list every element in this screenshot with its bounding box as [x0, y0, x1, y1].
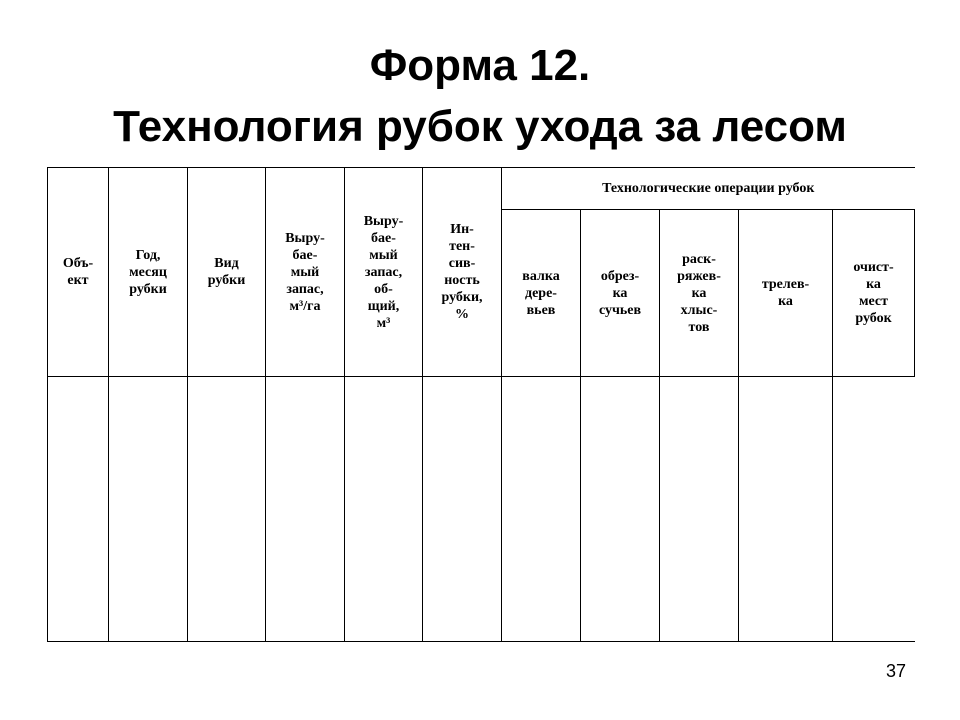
table-cell — [48, 377, 109, 642]
col-harvested-stock-per-ha-header: Выру- бае- мый запас, м³/га — [266, 168, 345, 377]
col-delimbing-header: обрез- ка сучьев — [581, 210, 660, 377]
table-cell — [345, 377, 423, 642]
col-site-cleaning-header: очист- ка мест рубок — [833, 210, 915, 377]
table-cell — [266, 377, 345, 642]
col-harvested-stock-total-header: Выру- бае- мый запас, об- щий, м³ — [345, 168, 423, 377]
operations-group-header: Технологические операции рубок — [502, 168, 915, 210]
col-intensity-header: Ин- тен- сив- ность рубки, % — [423, 168, 502, 377]
form-table — [47, 167, 915, 642]
page-title: Форма 12. — [369, 41, 591, 90]
col-bucking-header: раск- ряжев- ка хлыс- тов — [660, 210, 739, 377]
table-cell — [581, 377, 660, 642]
page-subtitle: Технология рубок ухода за лесом — [113, 102, 847, 151]
table-cell — [188, 377, 266, 642]
col-object-header: Объ- ект — [48, 168, 109, 377]
col-cutting-type-header: Вид рубки — [188, 168, 266, 377]
table-row — [48, 377, 915, 642]
table-cell — [109, 377, 188, 642]
col-skidding-header: трелев- ка — [739, 210, 833, 377]
table-cell — [502, 377, 581, 642]
table-cell — [660, 377, 739, 642]
page-number: 37 — [885, 661, 906, 681]
table-cell — [833, 377, 915, 642]
table-cell — [423, 377, 502, 642]
col-year-month-header: Год, месяц рубки — [109, 168, 188, 377]
col-felling-header: валка дере- вьев — [502, 210, 581, 377]
table-cell — [739, 377, 833, 642]
